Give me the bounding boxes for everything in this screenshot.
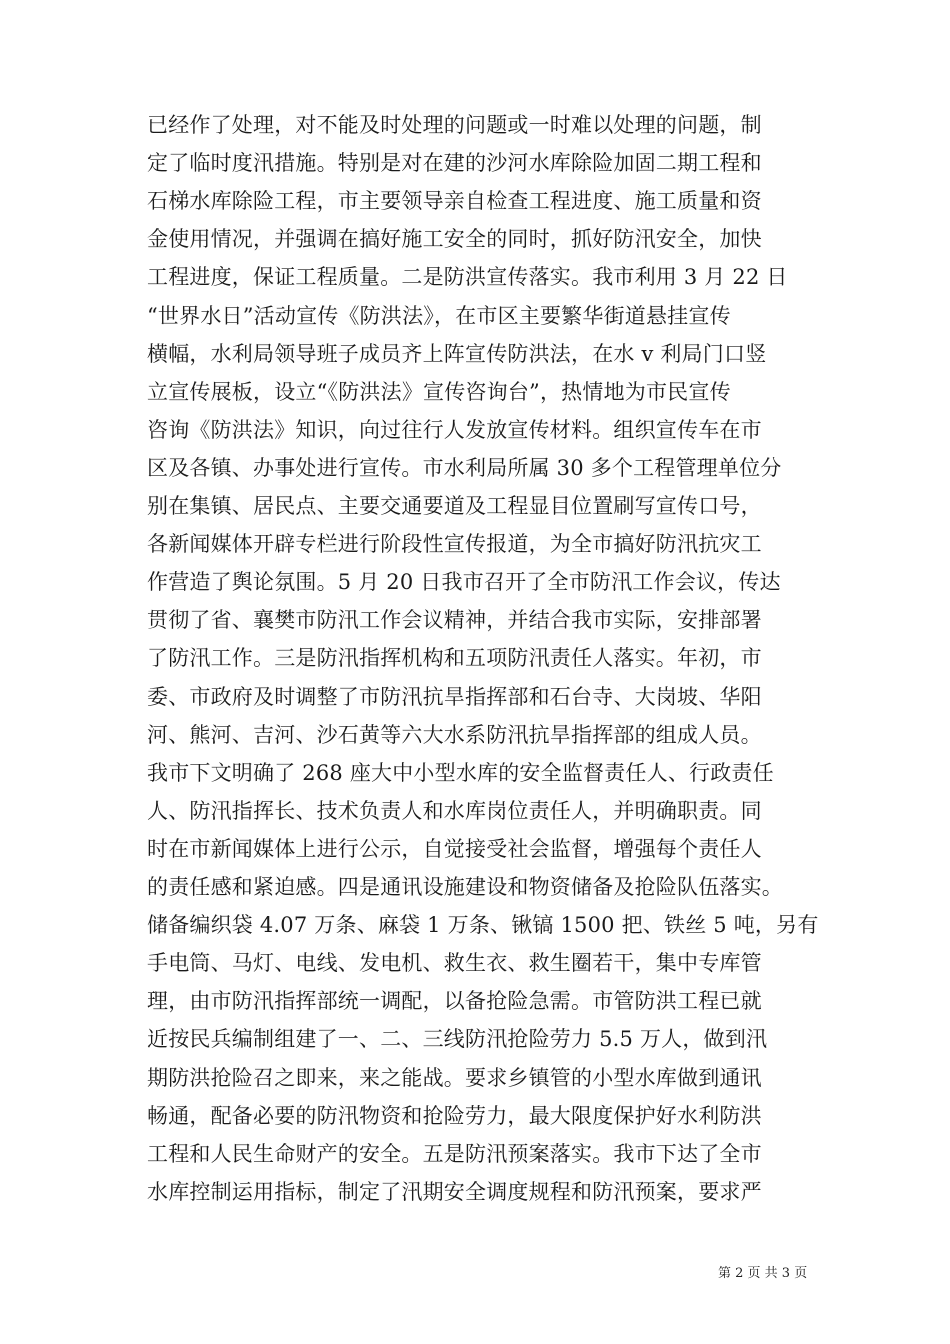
page-number: 第 2 页 共 3 页 [718, 1266, 808, 1281]
text-line: 理，由市防汛指挥部统一调配，以备抢险急需。市管防洪工程已就 [147, 989, 762, 1014]
text-line: 储备编织袋 4.07 万条、麻袋 1 万条、锹镐 1500 把、铁丝 5 吨，另有 [147, 913, 819, 938]
text-line: 咨询《防洪法》知识，向过往行人发放宣传材料。组织宣传车在市 [147, 417, 762, 442]
text-line: 的责任感和紧迫感。四是通讯设施建设和物资储备及抢险队伍落实。 [147, 875, 783, 899]
text-line: 手电筒、马灯、电线、发电机、救生衣、救生圈若干，集中专库管 [147, 951, 762, 976]
text-line: 定了临时度汛措施。特别是对在建的沙河水库除险加固二期工程和 [147, 151, 762, 176]
text-line: 河、熊河、吉河、沙石黄等六大水系防汛抗旱指挥部的组成人员。 [147, 722, 762, 747]
text-line: 我市下文明确了 268 座大中小型水库的安全监督责任人、行政责任 [147, 760, 774, 785]
text-line: 工程进度，保证工程质量。二是防洪宣传落实。我市利用 3 月 22 日 [147, 265, 788, 290]
text-line: 时在市新闻媒体上进行公示，自觉接受社会监督，增强每个责任人 [147, 836, 762, 861]
text-line: 近按民兵编制组建了一、二、三线防汛抢险劳力 5.5 万人，做到汛 [147, 1027, 768, 1052]
text-line: 畅通，配备必要的防汛物资和抢险劳力，最大限度保护好水利防洪 [147, 1103, 762, 1128]
text-line: 贯彻了省、襄樊市防汛工作会议精神，并结合我市实际，安排部署 [147, 608, 762, 633]
text-line: “世界水日”活动宣传《防洪法》，在市区主要繁华街道悬挂宣传 [147, 303, 731, 328]
text-line: 了防汛工作。三是防汛指挥机构和五项防汛责任人落实。年初，市 [147, 646, 762, 671]
text-line: 期防洪抢险召之即来，来之能战。要求乡镇管的小型水库做到通讯 [147, 1065, 762, 1090]
text-line: 石梯水库除险工程，市主要领导亲自检查工程进度、施工质量和资 [147, 189, 762, 214]
text-line: 委、市政府及时调整了市防汛抗旱指挥部和石台寺、大岗坡、华阳 [147, 684, 762, 709]
text-line: 已经作了处理，对不能及时处理的问题或一时难以处理的问题，制 [147, 113, 762, 137]
text-line: 各新闻媒体开辟专栏进行阶段性宣传报道，为全市搞好防汛抗灾工 [147, 532, 762, 557]
text-line: 水库控制运用指标，制定了汛期安全调度规程和防汛预案，要求严 [147, 1179, 762, 1204]
text-line: 横幅，水利局领导班子成员齐上阵宣传防洪法，在水 v 利局门口竖 [147, 341, 767, 366]
text-line: 立宣传展板，设立“《防洪法》宣传咨询台”，热情地为市民宣传 [147, 379, 731, 404]
text-line: 作营造了舆论氛围。5 月 20 日我市召开了全市防汛工作会议，传达 [147, 570, 781, 595]
text-line: 人、防汛指挥长、技术负责人和水库岗位责任人，并明确职责。同 [147, 798, 762, 823]
text-line: 别在集镇、居民点、主要交通要道及工程显目位置刷写宣传口号， [147, 494, 762, 518]
text-line: 工程和人民生命财产的安全。五是防汛预案落实。我市下达了全市 [147, 1141, 762, 1166]
text-line: 金使用情况，并强调在搞好施工安全的同时，抓好防汛安全，加快 [147, 227, 762, 252]
text-line: 区及各镇、办事处进行宣传。市水利局所属 30 多个工程管理单位分 [147, 455, 782, 480]
